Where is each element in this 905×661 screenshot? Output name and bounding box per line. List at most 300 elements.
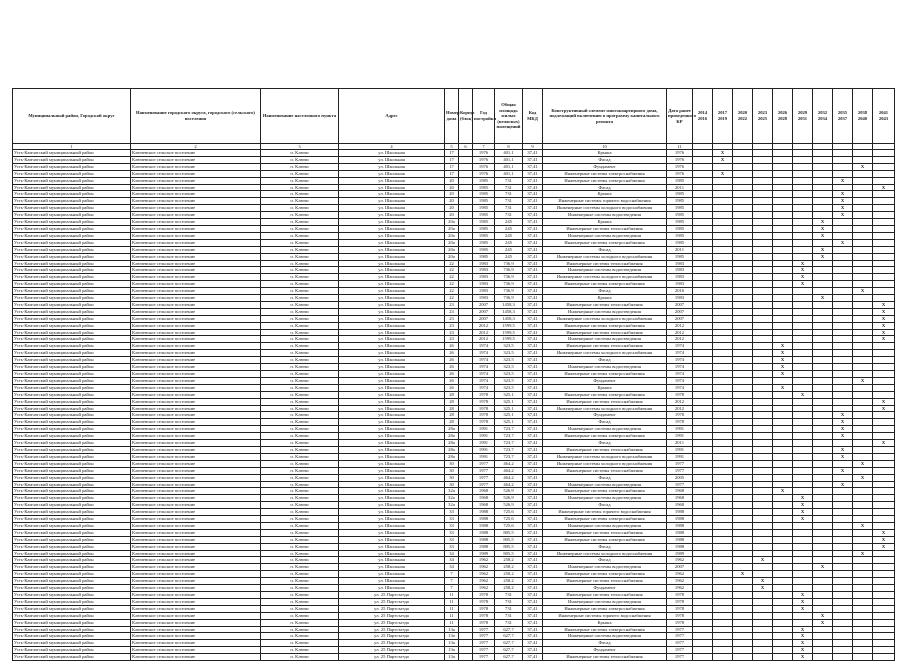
last-repair-cell: 2011 [667,440,693,447]
period-cell [813,502,833,509]
house-number-cell: 28a [445,426,459,433]
last-repair-cell: 2012 [667,398,693,405]
period-cell [833,364,853,371]
period-cell [733,398,753,405]
period-cell: X [813,253,833,260]
last-repair-cell: 1977 [667,647,693,654]
table-row [13,571,895,578]
period-cell [793,571,813,578]
period-cell: X [793,267,813,274]
period-cell [813,371,833,378]
code-cell: 37,41 [523,267,543,274]
period-cell [713,571,733,578]
code-cell: 37,41 [523,343,543,350]
locality-cell: п. Ключи [261,329,339,336]
period-cell [753,647,773,654]
period-cell [813,578,833,585]
column-header: 2041 2043 [873,89,895,144]
settlement-cell: Ключевское сельское поселение [131,522,261,529]
period-cell [713,612,733,619]
period-cell [733,357,753,364]
period-cell [773,150,793,157]
year-cell: 1991 [473,433,495,440]
building-cell [459,605,473,612]
period-cell [693,336,713,343]
settlement-cell: Ключевское сельское поселение [131,446,261,453]
period-cell: X [873,336,895,343]
building-cell [459,232,473,239]
settlement-cell: Ключевское сельское поселение [131,384,261,391]
area-cell: 731 [495,612,523,619]
settlement-cell: Ключевское сельское поселение [131,398,261,405]
period-cell [813,384,833,391]
street-cell: ул. Школьная [339,301,445,308]
table-row [13,177,895,184]
element-cell: Инженерные системы теплоснабжения [543,260,667,267]
period-cell [713,315,733,322]
settlement-cell: Ключевское сельское поселение [131,585,261,592]
last-repair-cell: 1977 [667,640,693,647]
settlement-cell: Ключевское сельское поселение [131,371,261,378]
code-cell: 37,41 [523,281,543,288]
area-cell: 323,5 [495,343,523,350]
period-cell [793,329,813,336]
period-cell [793,446,813,453]
street-cell: ул. Школьная [339,585,445,592]
period-cell [813,516,833,523]
period-cell [733,267,753,274]
building-cell [459,343,473,350]
period-cell [773,239,793,246]
house-number-cell: 13a [445,626,459,633]
period-cell [713,605,733,612]
district-cell: Усть-Камчатский муниципальный район [13,605,131,612]
building-cell [459,246,473,253]
period-cell [713,488,733,495]
settlement-cell: Ключевское сельское поселение [131,150,261,157]
period-cell [733,529,753,536]
period-cell [753,246,773,253]
period-cell [833,585,853,592]
area-cell: 325,1 [495,419,523,426]
year-cell: 1985 [473,205,495,212]
locality-cell: п. Ключи [261,654,339,661]
area-cell: 731 [495,205,523,212]
district-cell: Усть-Камчатский муниципальный район [13,578,131,585]
period-cell [833,184,853,191]
area-cell: 731 [495,592,523,599]
locality-cell: п. Ключи [261,426,339,433]
period-cell [773,647,793,654]
street-cell: ул. Школьная [339,205,445,212]
period-cell [813,212,833,219]
last-repair-cell: 1974 [667,357,693,364]
element-cell: Инженерные системы водоотведения [543,267,667,274]
locality-cell: п. Ключи [261,274,339,281]
table-row [13,170,895,177]
column-header: Муниципальный район, Городской округ [13,89,131,144]
period-cell [853,654,873,661]
year-cell: 1978 [473,612,495,619]
locality-cell: п. Ключи [261,156,339,163]
period-cell [873,253,895,260]
period-cell [833,391,853,398]
period-cell [873,371,895,378]
period-cell [853,495,873,502]
period-cell: X [813,564,833,571]
district-cell: Усть-Камчатский муниципальный район [13,329,131,336]
period-cell [713,288,733,295]
period-cell [853,453,873,460]
element-cell: Инженерные системы холодного водоснабжения [543,350,667,357]
area-cell: 1599,5 [495,336,523,343]
locality-cell: п. Ключи [261,467,339,474]
district-cell: Усть-Камчатский муниципальный район [13,225,131,232]
period-cell [693,198,713,205]
house-number-cell: 22 [445,267,459,274]
building-cell [459,529,473,536]
area-cell: 258,2 [495,578,523,585]
code-cell: 37,41 [523,405,543,412]
period-cell [773,184,793,191]
period-cell [693,440,713,447]
element-cell: Инженерные системы водоотведения [543,564,667,571]
year-cell: 1988 [473,522,495,529]
period-cell [833,225,853,232]
period-cell [873,557,895,564]
code-cell: 37,41 [523,585,543,592]
area-cell: 805,5 [495,529,523,536]
locality-cell: п. Ключи [261,612,339,619]
year-cell: 1985 [473,191,495,198]
period-cell: X [753,578,773,585]
period-cell [793,564,813,571]
locality-cell: п. Ключи [261,391,339,398]
period-cell [873,239,895,246]
period-cell [793,191,813,198]
period-cell [773,509,793,516]
period-cell [773,578,793,585]
period-cell [693,571,713,578]
year-cell: 1991 [473,426,495,433]
street-cell: ул. Школьная [339,543,445,550]
street-cell: ул. Школьная [339,288,445,295]
period-cell [693,433,713,440]
district-cell: Усть-Камчатский муниципальный район [13,371,131,378]
period-cell [733,633,753,640]
year-cell: 1978 [473,391,495,398]
period-cell [733,212,753,219]
building-cell [459,516,473,523]
area-cell: 725,6 [495,509,523,516]
district-cell: Усть-Камчатский муниципальный район [13,274,131,281]
house-number-cell: 17 [445,170,459,177]
period-cell [833,619,853,626]
last-repair-cell: 1985 [667,205,693,212]
column-number: 3 [261,144,339,150]
period-cell [733,578,753,585]
settlement-cell: Ключевское сельское поселение [131,225,261,232]
column-header: Номер дома [445,89,459,144]
code-cell: 37,41 [523,301,543,308]
area-cell: 325,1 [495,412,523,419]
area-cell: 325,1 [495,391,523,398]
code-cell: 37,41 [523,440,543,447]
period-cell [793,288,813,295]
code-cell: 37,41 [523,626,543,633]
period-cell [773,598,793,605]
building-cell [459,433,473,440]
period-cell [713,219,733,226]
period-cell [773,308,793,315]
locality-cell: п. Ключи [261,308,339,315]
house-number-cell: 17 [445,163,459,170]
locality-cell: п. Ключи [261,502,339,509]
period-cell [733,440,753,447]
year-cell: 1968 [473,488,495,495]
last-repair-cell: 1983 [667,274,693,281]
period-cell [833,384,853,391]
period-cell [733,329,753,336]
settlement-cell: Ключевское сельское поселение [131,495,261,502]
building-cell [459,357,473,364]
street-cell: ул. Школьная [339,267,445,274]
period-cell [693,419,713,426]
table-row [13,564,895,571]
period-cell [753,170,773,177]
period-cell [853,640,873,647]
period-cell [873,647,895,654]
period-cell: X [813,619,833,626]
district-cell: Усть-Камчатский муниципальный район [13,522,131,529]
table-row [13,350,895,357]
year-cell: 1985 [473,253,495,260]
element-cell: Инженерные системы теплоснабжения [543,446,667,453]
year-cell: 1985 [473,198,495,205]
period-cell [833,612,853,619]
period-cell [693,564,713,571]
house-number-cell: 11 [445,612,459,619]
table-row [13,212,895,219]
period-cell [793,426,813,433]
district-cell: Усть-Камчатский муниципальный район [13,377,131,384]
period-cell [733,605,753,612]
settlement-cell: Ключевское сельское поселение [131,509,261,516]
period-cell [713,585,733,592]
period-cell [873,343,895,350]
house-number-cell: 28 [445,419,459,426]
period-cell [773,633,793,640]
table-row [13,322,895,329]
period-cell [853,322,873,329]
period-cell [773,640,793,647]
period-cell [713,495,733,502]
period-cell [873,495,895,502]
period-cell [833,398,853,405]
period-cell [693,619,713,626]
period-cell [773,467,793,474]
period-cell [853,260,873,267]
period-cell [753,509,773,516]
last-repair-cell: 1968 [667,488,693,495]
period-cell [873,488,895,495]
period-cell [833,598,853,605]
period-cell [813,377,833,384]
area-cell: 805,5 [495,536,523,543]
house-number-cell: 22 [445,281,459,288]
period-cell [813,557,833,564]
period-cell [873,177,895,184]
street-cell: ул. 25 Партсъезда [339,626,445,633]
settlement-cell: Ключевское сельское поселение [131,177,261,184]
period-cell [833,232,853,239]
period-cell: X [833,198,853,205]
code-cell: 37,41 [523,578,543,585]
period-cell [753,184,773,191]
settlement-cell: Ключевское сельское поселение [131,647,261,654]
building-cell [459,350,473,357]
period-cell [733,550,753,557]
settlement-cell: Ключевское сельское поселение [131,640,261,647]
code-cell: 37,41 [523,225,543,232]
last-repair-cell: 1962 [667,578,693,585]
period-cell: X [833,412,853,419]
period-cell [713,536,733,543]
period-cell [753,522,773,529]
area-cell: 627,7 [495,640,523,647]
period-cell [733,412,753,419]
period-cell [733,391,753,398]
year-cell: 1977 [473,467,495,474]
period-cell [853,246,873,253]
street-cell: ул. Школьная [339,440,445,447]
period-cell [773,274,793,281]
period-cell [853,191,873,198]
locality-cell: п. Ключи [261,364,339,371]
locality-cell: п. Ключи [261,384,339,391]
period-cell [793,585,813,592]
period-cell [813,633,833,640]
period-cell [753,350,773,357]
element-cell: Инженерные системы водоотведения [543,598,667,605]
code-cell: 37,41 [523,398,543,405]
settlement-cell: Ключевское сельское поселение [131,612,261,619]
period-cell [713,446,733,453]
building-cell [459,564,473,571]
period-cell [733,205,753,212]
period-cell [713,295,733,302]
period-cell [833,571,853,578]
period-cell [793,322,813,329]
locality-cell: п. Ключи [261,433,339,440]
period-cell [773,516,793,523]
code-cell: 37,41 [523,640,543,647]
column-number: 9 [523,144,543,150]
district-cell: Усть-Камчатский муниципальный район [13,612,131,619]
period-cell [733,626,753,633]
period-cell [693,612,713,619]
street-cell: ул. 25 Партсъезда [339,633,445,640]
street-cell: ул. Школьная [339,377,445,384]
period-cell [713,301,733,308]
period-cell [713,516,733,523]
period-cell [693,412,713,419]
code-cell: 37,41 [523,467,543,474]
period-cell [773,592,793,599]
element-cell: Инженерные системы электроснабжения [543,170,667,177]
settlement-cell: Ключевское сельское поселение [131,391,261,398]
building-cell [459,398,473,405]
district-cell: Усть-Камчатский муниципальный район [13,156,131,163]
settlement-cell: Ключевское сельское поселение [131,543,261,550]
year-cell: 1976 [473,156,495,163]
area-cell: 731 [495,184,523,191]
building-cell [459,329,473,336]
period-cell [873,260,895,267]
period-cell [833,150,853,157]
period-cell: X [873,322,895,329]
period-cell [693,246,713,253]
building-cell [459,239,473,246]
period-cell [873,605,895,612]
building-cell [459,225,473,232]
period-cell [713,647,733,654]
settlement-cell: Ключевское сельское поселение [131,481,261,488]
building-cell [459,592,473,599]
period-cell: X [853,288,873,295]
table-row [13,343,895,350]
locality-cell: п. Ключи [261,288,339,295]
period-cell [813,329,833,336]
settlement-cell: Ключевское сельское поселение [131,329,261,336]
period-cell [713,550,733,557]
period-cell [733,446,753,453]
table-row [13,156,895,163]
table-row [13,295,895,302]
period-cell [853,412,873,419]
settlement-cell: Ключевское сельское поселение [131,156,261,163]
period-cell [753,592,773,599]
period-cell [693,529,713,536]
building-cell [459,543,473,550]
period-cell [733,198,753,205]
period-cell [693,281,713,288]
period-cell [753,564,773,571]
code-cell: 37,41 [523,598,543,605]
period-cell [773,654,793,661]
period-cell [733,177,753,184]
house-number-cell: 23 [445,301,459,308]
year-cell: 1983 [473,267,495,274]
house-number-cell: 26 [445,357,459,364]
street-cell: ул. Школьная [339,481,445,488]
period-cell [813,391,833,398]
period-cell [713,364,733,371]
house-number-cell: 34 [445,557,459,564]
locality-cell: п. Ключи [261,163,339,170]
period-cell [773,398,793,405]
period-cell [693,156,713,163]
period-cell [813,191,833,198]
street-cell: ул. 25 Партсъезда [339,654,445,661]
locality-cell: п. Ключи [261,640,339,647]
element-cell: Инженерные системы теплоснабжения [543,343,667,350]
element-cell: Инженерные системы горячего водоснабжения [543,198,667,205]
year-cell: 1985 [473,246,495,253]
house-number-cell: 33 [445,543,459,550]
street-cell: ул. Школьная [339,529,445,536]
period-cell [813,419,833,426]
